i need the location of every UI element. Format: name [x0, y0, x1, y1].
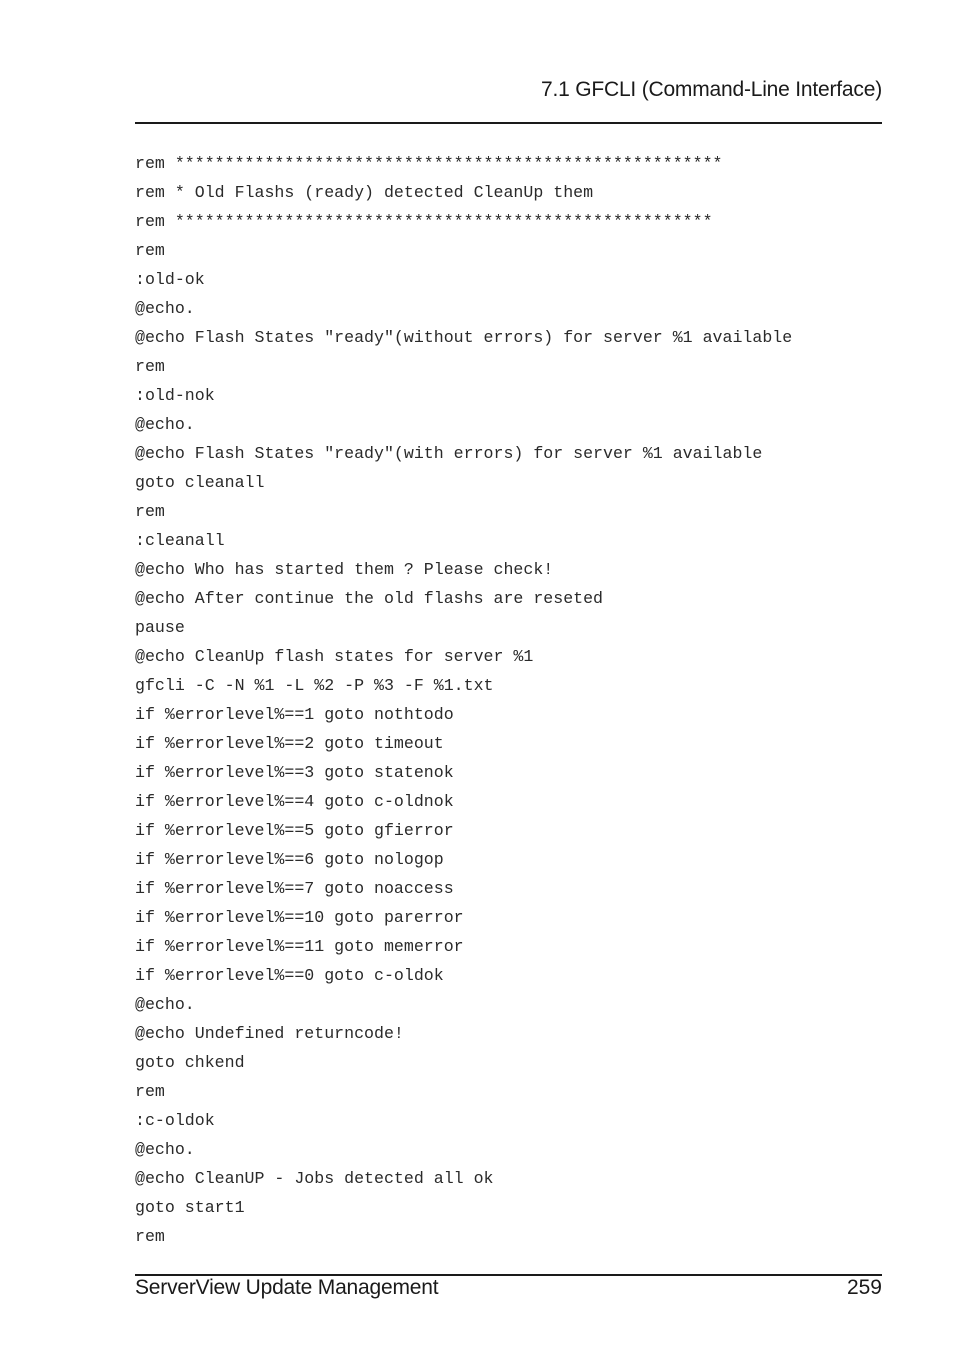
code-line: if %errorlevel%==6 goto nologop: [135, 850, 444, 869]
page-number: 259: [846, 1276, 882, 1299]
code-line: :cleanall: [135, 531, 225, 550]
code-line: @echo.: [135, 1140, 195, 1159]
code-line: :old-nok: [135, 386, 215, 405]
code-line: if %errorlevel%==3 goto statenok: [135, 763, 454, 782]
code-line: gfcli -C -N %1 -L %2 -P %3 -F %1.txt: [135, 676, 494, 695]
code-line: @echo.: [135, 995, 195, 1014]
code-line: if %errorlevel%==11 goto memerror: [135, 937, 464, 956]
code-line: if %errorlevel%==0 goto c-oldok: [135, 966, 444, 985]
code-listing: [135, 149, 882, 1251]
code-line: rem: [135, 1082, 165, 1101]
code-line: rem: [135, 357, 165, 376]
code-line: rem * Old Flashs (ready) detected CleanUp them: [135, 183, 594, 202]
code-line: @echo Undefined returncode!: [135, 1024, 404, 1043]
code-line: rem: [135, 241, 165, 260]
code-line: :old-ok: [135, 270, 205, 289]
code-line: rem *******************************************************: [135, 154, 723, 173]
code-line: @echo CleanUp flash states for server %1: [135, 647, 534, 666]
code-line: rem: [135, 1227, 165, 1246]
footer-document-title: ServerView Update Management: [135, 1276, 439, 1299]
running-header-title: 7.1 GFCLI (Command-Line Interface): [540, 78, 882, 101]
code-line: goto cleanall: [135, 473, 265, 492]
header-divider: [135, 122, 882, 124]
code-line: goto chkend: [135, 1053, 245, 1072]
code-line: @echo After continue the old flashs are reseted: [135, 589, 604, 608]
code-line: goto start1: [135, 1198, 245, 1217]
code-line: if %errorlevel%==4 goto c-oldnok: [135, 792, 454, 811]
code-line: @echo CleanUP - Jobs detected all ok: [135, 1169, 494, 1188]
code-line: if %errorlevel%==2 goto timeout: [135, 734, 444, 753]
code-line: @echo.: [135, 415, 195, 434]
code-line: pause: [135, 618, 185, 637]
code-line: if %errorlevel%==7 goto noaccess: [135, 879, 454, 898]
code-line: if %errorlevel%==1 goto nothtodo: [135, 705, 454, 724]
code-line: @echo.: [135, 299, 195, 318]
code-line: if %errorlevel%==5 goto gfierror: [135, 821, 454, 840]
code-line: rem: [135, 502, 165, 521]
code-line: @echo Flash States "ready"(with errors) for server %1 available: [135, 444, 763, 463]
code-line: :c-oldok: [135, 1111, 215, 1130]
code-line: if %errorlevel%==10 goto parerror: [135, 908, 464, 927]
code-line: rem ******************************************************: [135, 212, 713, 231]
code-line: @echo Flash States "ready"(without errors) for server %1 available: [135, 328, 793, 347]
code-line: @echo Who has started them ? Please check!: [135, 560, 554, 579]
